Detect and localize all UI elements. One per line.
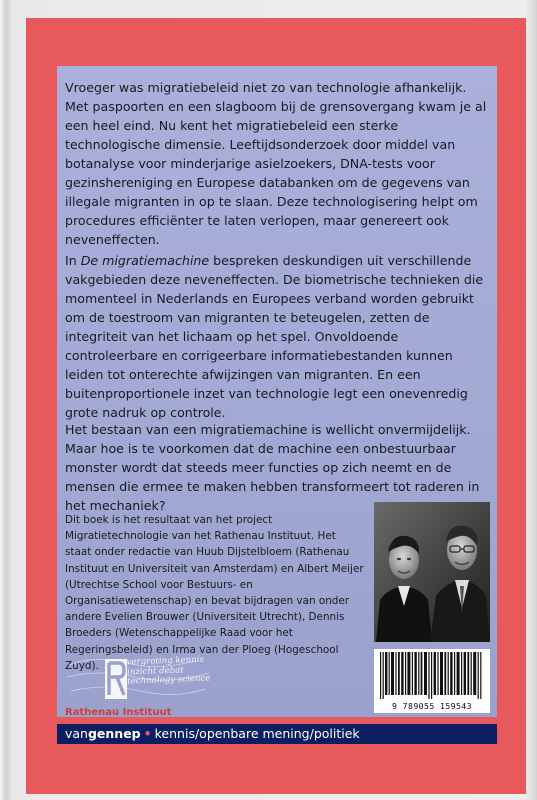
paragraph-2-rest: bespreken deskundigen uit verschillende vakgebieden deze neveneffecten. De biometrische technieken die momenteel in Nederlands en Europees verband worden gebruikt om de toestroom van migranten te beteugelen, zetten de integriteit van het lichaam op het spel. Onvoldoende controleerbare en corrigeerbare informatiebestanden kunnen leiden tot onterechte afwijzingen van migranten. En een buitenproportionele inzet van technologie legt een onevenredig grote nadruk op controle. — [65, 253, 484, 420]
paragraph-2-lead: In — [65, 253, 81, 268]
isbn-number: 9 789055 159543 — [392, 701, 472, 711]
barcode — [374, 649, 490, 713]
publisher-line — [65, 725, 360, 743]
institute-name: Rathenau Instituut — [65, 707, 172, 718]
blurb-panel — [57, 66, 497, 717]
publisher-brand-van: van — [65, 726, 88, 741]
logo-script-text — [127, 656, 211, 688]
blurb-paragraph-3: Het bestaan van een migratiemachine is wellicht onvermijdelijk. Maar hoe is te voorkomen dat de machine een onbestuurbaar monster wordt dat steeds meer functies op zich neemt en de mensen die ermee te maken hebben transformeert tot raderen in het mechaniek? — [65, 422, 480, 513]
barcode-bars — [374, 649, 490, 699]
blurb-paragraph-2 — [65, 251, 487, 422]
rathenau-logo — [65, 651, 215, 707]
publisher-bar — [57, 724, 497, 744]
logo-script-line-1: vergroting kennis — [126, 654, 205, 668]
editors-photo — [374, 502, 490, 642]
blurb-paragraph-1: Vroeger was migratiebeleid niet zo van technologie afhankelijk. Met paspoorten en een slagboom bij de grensovergang kwam je al een heel eind. Nu kent het migratiebeleid een sterke technologische dimensie. Leeftijdsonderzoek door middel van botanalyse voor minderjarige asielzoekers, DNA-tests voor gezinshereniging en Europese databanken om de gegevens van illegale migranten in op te slaan. Deze technologisering helpt om procedures efficiënter te laten verlopen, maar genereert ook neveneffecten. — [65, 80, 487, 247]
logo-script-line-2: inzicht debat — [126, 665, 184, 678]
editors-photo-image — [374, 502, 490, 642]
bullet-separator: • — [143, 726, 152, 741]
logo-script-line-3: technology science — [127, 673, 211, 687]
publisher-brand-gennep: gennep — [87, 726, 141, 741]
book-title-italic: De migratiemachine — [80, 253, 210, 268]
project-credits: Dit boek is het resultaat van het project Migratietechnologie van het Rathenau Instituut. Het staat onder redactie van Huub Dijstelbloem (Rathenau Instituut en Universiteit van Amsterdam) en Albert Meijer (Utrechtse School voor Bestuurs- en Organisatiewetenschap) en bevat bijdragen van onder andere Evelien Brouwer (Universiteit Utrecht), Dennis Broeders (Wetenschappelijke Raad voor het Regeringsbeleid) en Irma van der Ploeg (Hogeschool Zuyd). — [65, 514, 364, 672]
series-name: kennis/openbare mening/politiek — [154, 726, 360, 741]
